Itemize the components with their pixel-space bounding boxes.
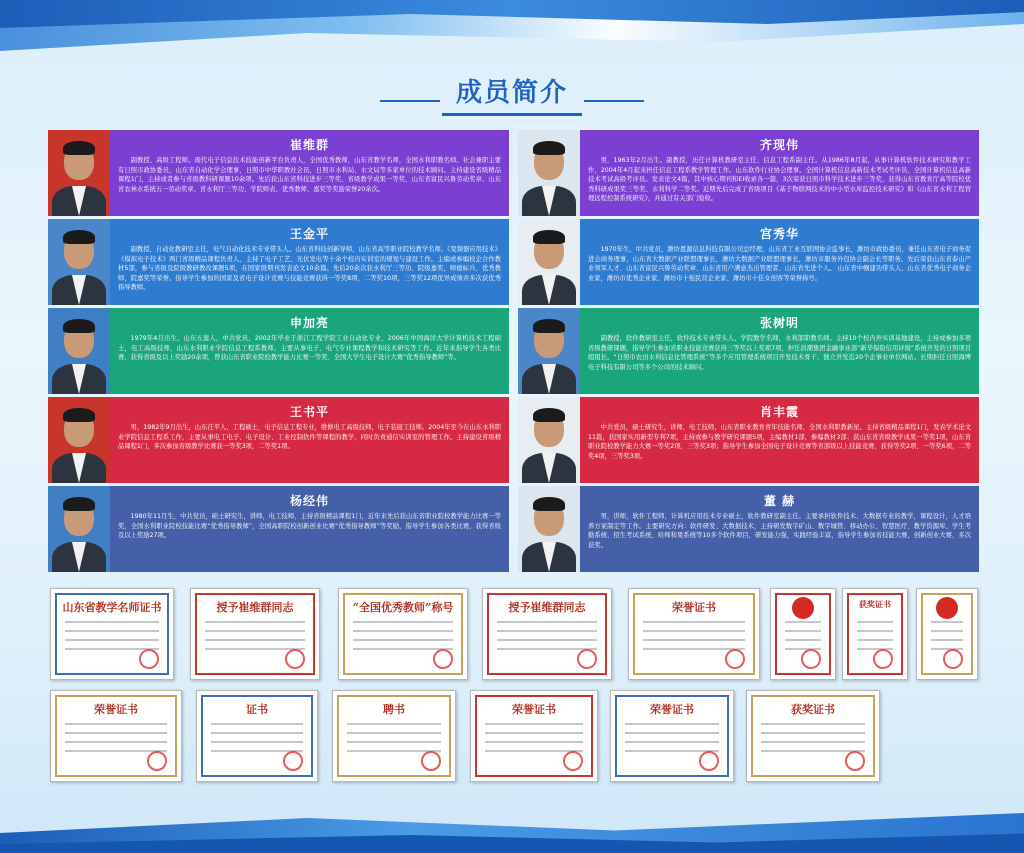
member-photo [518, 130, 580, 216]
seal-icon [139, 649, 159, 669]
member-info [110, 308, 509, 394]
member-photo [518, 397, 580, 483]
certificate-title: 获奖证书 [859, 599, 891, 609]
member-card [48, 219, 509, 305]
member-photo [518, 486, 580, 572]
certificate [190, 588, 320, 680]
member-description: 男，1963年2月出生。副教授，历任计算机教研室主任、信息工程系副主任。从1986年8月起，从事计算机软件技术研究和教学工作，2004年4月起来担任信息工程系教学管理工作。山东软件行业协会理事。全国计算机信息高新技术考试考评员、全国计算机信息高新技术考试高级考评员。发表论文4篇，其中核心期刊和EI收录各一篇，3次荣获日照市科学技术进步三等奖，获得山东省教育厅高等院校优秀科研成果奖三等奖、水利科学二等奖。近期先后完成了省级项目《基于物联网技术的中小型水库监控技术研究》和《山东省水利工程管理远程控制系统研究》，并通过有关部门验收。 [588, 157, 971, 203]
title-line-left [380, 100, 440, 102]
member-photo [518, 308, 580, 394]
certificate-row-2 [50, 690, 880, 782]
member-card [48, 397, 509, 483]
certificate [628, 588, 760, 680]
member-card [48, 308, 509, 394]
certificate-title: 授予崔维群同志 [508, 601, 586, 614]
member-info [110, 130, 509, 216]
member-info [580, 397, 979, 483]
member-name: 肖丰霞 [759, 405, 799, 419]
certificate-title: 授予崔维群同志 [216, 601, 294, 614]
member-card [48, 130, 509, 216]
member-name: 董 赫 [763, 494, 796, 508]
certificate [50, 588, 174, 680]
certificate [746, 690, 880, 782]
seal-icon [563, 751, 583, 771]
certificate [610, 690, 734, 782]
certificate-title: 获奖证书 [791, 703, 835, 716]
member-description: 副教授、高级工程师。现代电子信息技术技能创新平台负责人，全国优秀教师，山东省教学名师，全国水利职教名师。社会兼职主要有日照市政协委员，山东省自动化学会理事，日照市中华职教社会员，日照市水利局、水文局等多家单位的技术顾问。主持建设省级精品课程1门，主持或者参与省级教科研课题10余项。先后获山东省科技进步三等奖、省级教学成果一等奖、山东省富民兴鲁劳动奖章、山东省农林水系统五一劳动奖章、省水利厅三等功、学院师表、优秀教师、嘉奖等奖励荣誉20余次。 [118, 157, 501, 193]
page-title: 成员简介 [442, 68, 582, 116]
seal-icon [873, 649, 893, 669]
seal-icon [147, 751, 167, 771]
title-line-right [584, 100, 644, 102]
certificate-title: 荣誉证书 [94, 703, 138, 716]
title-area [0, 68, 1024, 116]
member-info [110, 397, 509, 483]
seal-icon [943, 649, 963, 669]
seal-icon [725, 649, 745, 669]
member-info [580, 219, 979, 305]
certificate [482, 588, 612, 680]
member-name: 王书平 [289, 405, 329, 419]
certificate [332, 690, 456, 782]
member-photo [48, 130, 110, 216]
member-description: 1979年4月出生，山东五莲人，中共党员，2002年毕业于浙江工程学院工业自动化专业，2006年中国海洋大学计算机技术工程硕士，电工高级技师，山东水利职业学院信息工程系教师。主要从事电子、电气专业课程教学和技术研究等工作。近年来指导学生各类比赛，获得省级及以上奖励20余项，曾获山东省职业院校教学能力比赛一等奖、全国大学生电子设计大赛“优秀指导教师”等。 [118, 335, 501, 362]
certificate [470, 690, 598, 782]
member-photo [48, 486, 110, 572]
member-description: 1970年生，中共党员，潍坊恩源信息科技有限公司总经理，山东省工业互联网协会监事长，潍坊市政协委员，兼任山东省电子商务促进会商务理事，山东省大数据产业联盟理事长，潍坊大数据产业联盟理事长，潍坊市服务外包协会副会长等职务。先后荣获山东省泰山产业领军人才、山东省富民兴鲁劳动奖章、山东省用户满意杰出管理者、山东省先进个人。 山东省中帼建功带头人、山东省优秀电子商务企业家，潍坊市优秀企业家、潍坊市十强民营企业家、潍坊市十佳女创客等荣誉称号。 [588, 246, 971, 282]
member-name: 王金平 [289, 227, 329, 241]
seal-icon [845, 751, 865, 771]
member-photo [48, 219, 110, 305]
member-name: 崔维群 [289, 138, 329, 152]
seal-icon [433, 649, 453, 669]
seal-icon [285, 649, 305, 669]
member-info [580, 486, 979, 572]
member-card [48, 486, 509, 572]
certificate [196, 690, 318, 782]
member-photo [518, 219, 580, 305]
member-info [580, 130, 979, 216]
certificate-title: 荣誉证书 [512, 703, 556, 716]
member-card [518, 397, 979, 483]
member-photo [48, 308, 110, 394]
member-description: 副教授，自动化教研室主任，电气自动化技术专业带头人。山东省科技创新导师，山东省高等职业院校教学名师。《变频器应用技术》《模拟电子技术》两门省级精品课程负责人，主持了电子工艺、光伏发电等十余个校内实训室的规划与建设工作。主编或参编校企合作教材5部，参与省级及院级教研教改课题5项，在国家级期刊发表论文10余篇。先后20余次获水利厅三等功、院级嘉奖，师德标兵、优秀教师，院嘉奖等荣誉。指导学生参加的国家及省电子设计竞赛与技能竞赛获得一等奖8项、二等奖10项，三等奖12项优异成绩并多次获优秀指导教师。 [118, 246, 501, 292]
certificate [770, 588, 836, 680]
certificate-title: 证书 [246, 703, 268, 716]
member-description: 1980年11月生，中共党员，硕士研究生，讲师，电工技师，主持省级精品课程1门，近年来先后获山东省职业院校教学能力比赛一等奖，全国水利职业院校技能比赛“优秀指导教师”，全国高职院校创新创业比赛“优秀指导教师”等奖励，指导学生参加各类比赛，获得省级及以上奖励27项。 [118, 513, 501, 540]
certificate [842, 588, 908, 680]
emblem-icon [792, 597, 814, 619]
seal-icon [283, 751, 303, 771]
member-name: 张树明 [759, 316, 799, 330]
member-description: 男，1982年9月出生，山东茌平人，工程硕士，电子信息工程专业，维修电工高级技师，电子装接工技师。2004年至今在山东水利职业学院信息工程系工作，主要从事电工电子、电子设计、工业控制软件等课程的教学，同时负责通信实训室的管理工作。主持建设省级精品课程1门，多次参加省级教学比赛获一等奖3项，二等奖1项。 [118, 424, 501, 451]
certificate [338, 588, 468, 680]
certificate-title: “全国优秀教师”称号 [352, 601, 454, 614]
certificate [916, 588, 978, 680]
member-card [518, 486, 979, 572]
certificate [50, 690, 182, 782]
certificate-title: 荣誉证书 [650, 703, 694, 716]
member-card [518, 130, 979, 216]
member-info [580, 308, 979, 394]
member-info [110, 486, 509, 572]
member-description: 中共党员，硕士研究生，讲师，电工技师，山东省职业教育青年技能名师，全国水利职教新星。主持省级精品课程1门，发表学术论文11篇，获国家实用新型专利7项，主持或参与教学研究课题5项，主编教材1部，参编教材3部；获山东省省级教学成果一等奖1项，山东省职业院校教学能力大赛一等奖2项，三等奖3项；指导学生参加全国电子设计竞赛等省部级以上技能竞赛，获得等奖2项、一等奖6项，二等奖4项，三等奖3项。 [588, 424, 971, 460]
certificate-title: 聘书 [383, 703, 405, 716]
member-grid [48, 130, 976, 574]
certificate-title: 山东省教学名师证书 [62, 601, 162, 614]
member-name: 齐现伟 [759, 138, 799, 152]
certificate-row-1 [50, 588, 980, 682]
member-card [518, 308, 979, 394]
seal-icon [801, 649, 821, 669]
member-card [518, 219, 979, 305]
member-description: 男，讲师，软件工程师，计算机应用技术专业硕士，软件教研室副主任。主要承担软件技术、大数据专业的教学，课程设计，人才培养方案制定等工作。主要研究方向：软件研发、大数据技术，主持研发数字矿山、数字城管、移动办公、智慧医疗、教学资源库、学生考勤系统、招生考试系统、哈师和果系统等10多个软件项目，研发能力强，实践经验丰富，指导学生参加省技能大赛，创新创业大赛，多次获奖。 [588, 513, 971, 549]
member-photo [48, 397, 110, 483]
emblem-icon [936, 597, 958, 619]
member-name: 申加亮 [289, 316, 329, 330]
member-info [110, 219, 509, 305]
member-name: 杨经伟 [289, 494, 329, 508]
seal-icon [699, 751, 719, 771]
certificate-title: 荣誉证书 [672, 601, 716, 614]
seal-icon [577, 649, 597, 669]
member-name: 宫秀华 [759, 227, 799, 241]
member-description: 副教授，软件教研室主任，软件技术专业带头人，学院教学名师，水利部职教名师。主持10个校内外实训基地建设，主持或参加多项省级教研课题，指导学生参加省职业技能竞赛获得三等奖以上奖项7项，担任浪潮集团金融事业部“新华保险信用评级”系统开发的日照项目组组长。“日照市农田水利信息化管理系统”等多个应用管理系统项目开发技术骨干，独立开发近20个企事业单位网站。长期担任日照海博电子科技有限公司等多个公司的技术顾问。 [588, 335, 971, 371]
seal-icon [421, 751, 441, 771]
